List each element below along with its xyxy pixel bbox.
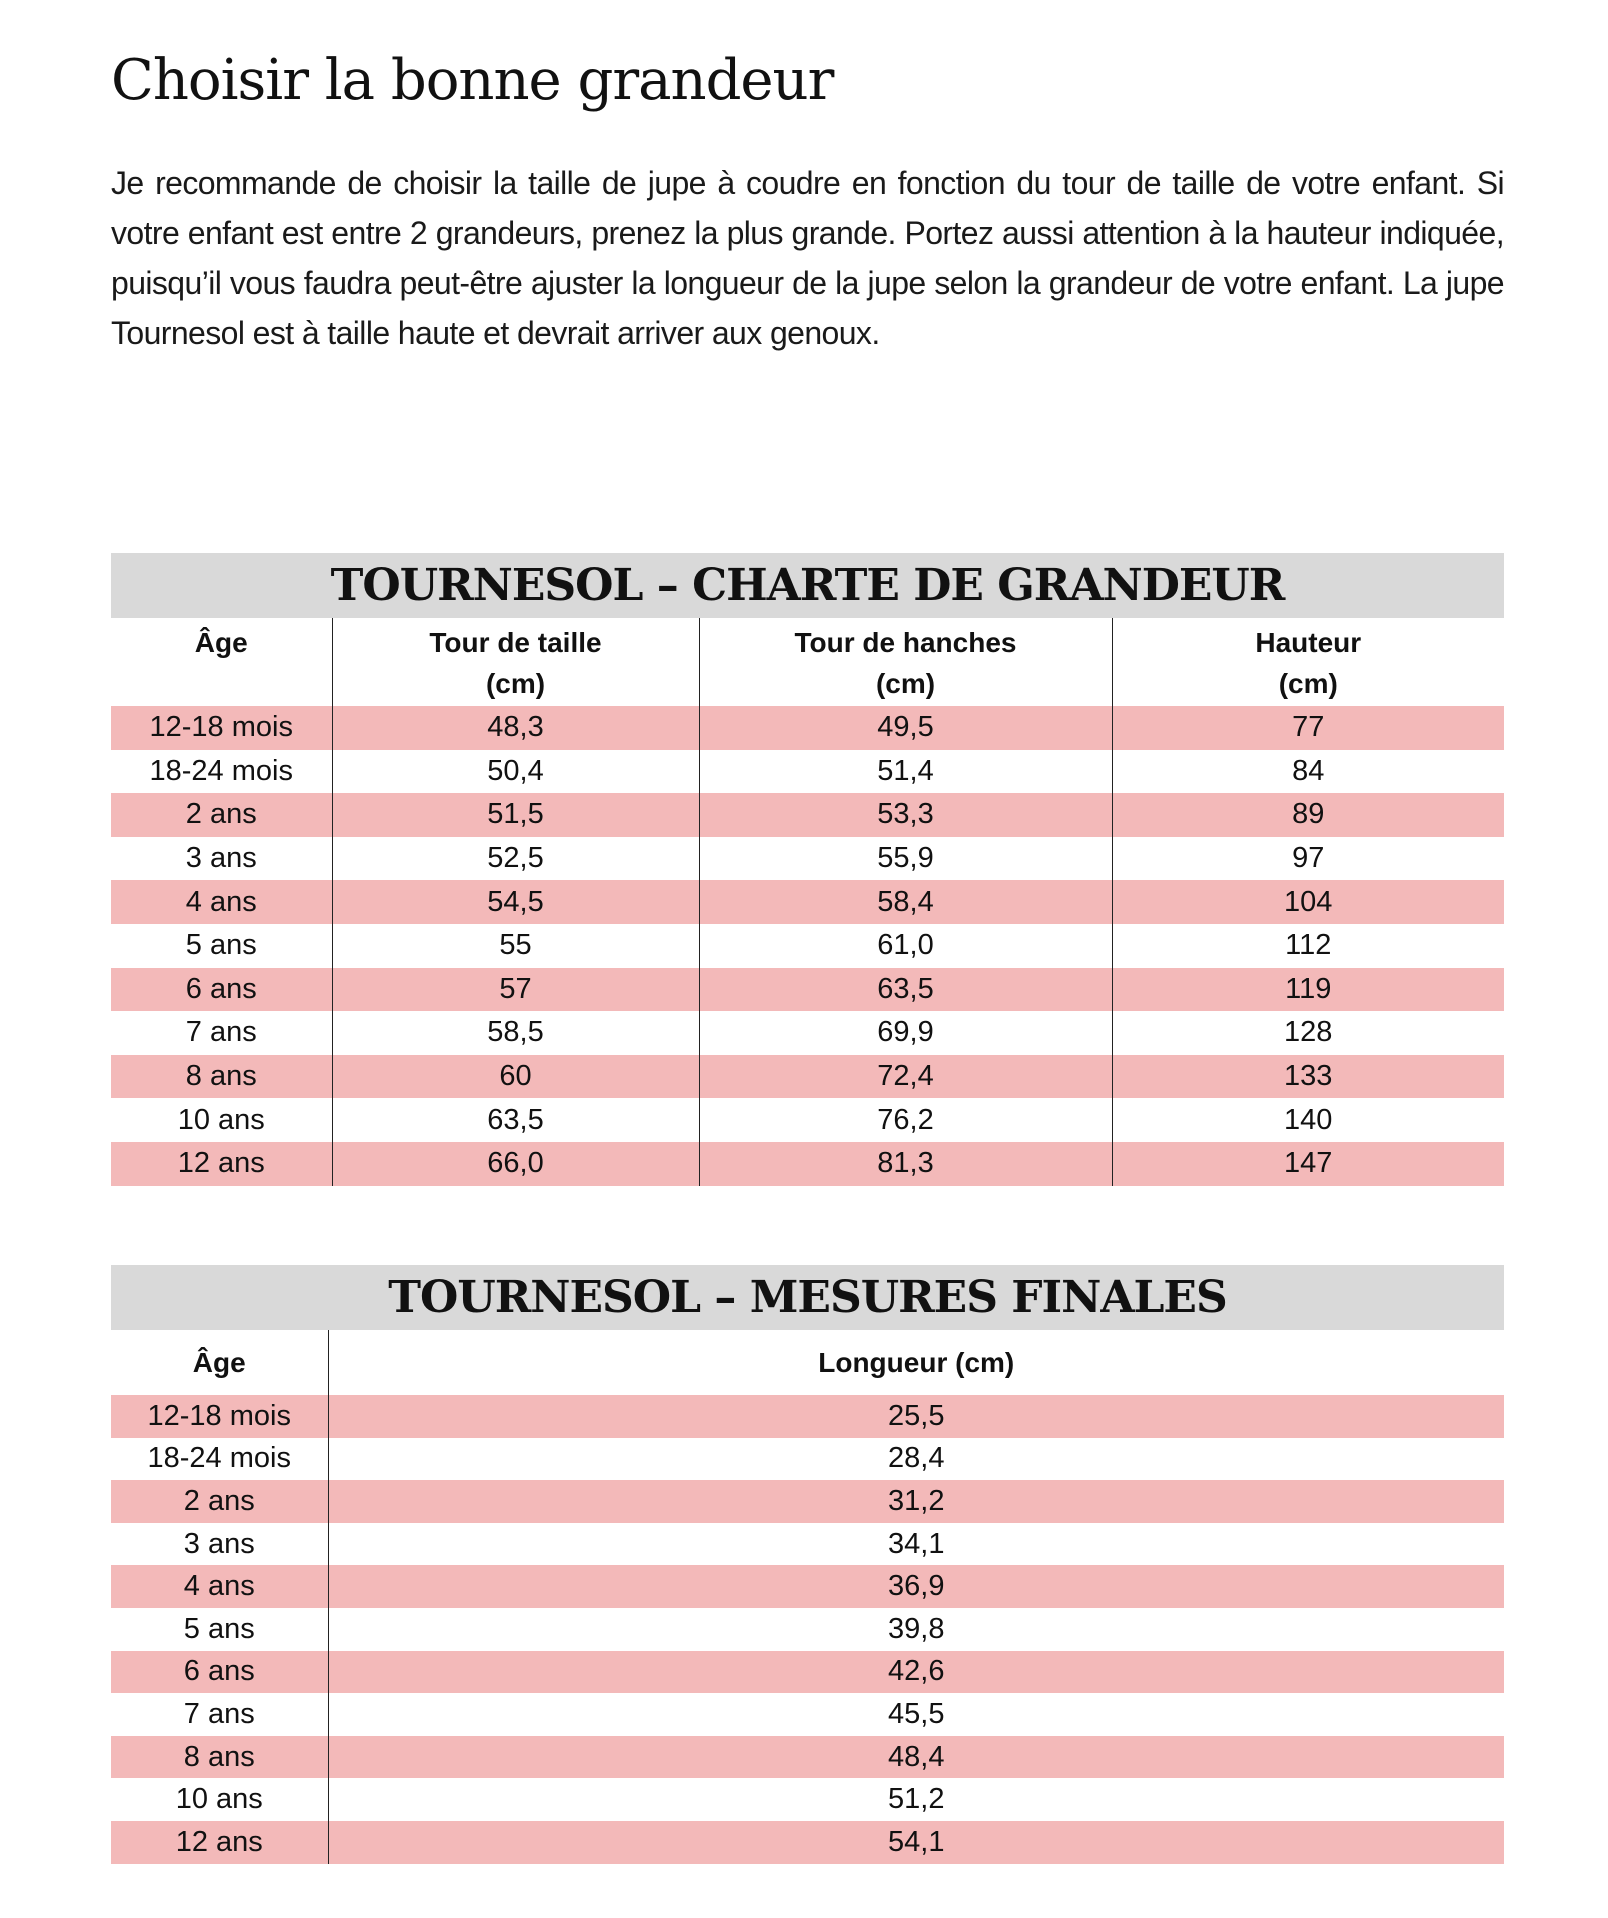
cell-age: 7 ans: [185, 1016, 257, 1049]
cell-hips: 72,4: [699, 1055, 1112, 1099]
size-chart-header-row: [111, 618, 1504, 706]
table-row: [111, 1821, 1504, 1864]
size-chart-title: TOURNESOL – CHARTE DE GRANDEUR: [111, 553, 1504, 618]
cell-waist: 58,5: [332, 1011, 699, 1055]
cell-height: 119: [1112, 968, 1504, 1012]
cell-length: 54,1: [328, 1821, 1504, 1864]
table-row: [111, 793, 1504, 837]
cell-height: 104: [1112, 880, 1504, 924]
cell-hips: 69,9: [699, 1011, 1112, 1055]
cell-length: 51,2: [328, 1778, 1504, 1821]
table-row: [111, 1011, 1504, 1055]
header-age: Âge: [192, 1347, 246, 1378]
cell-age: 12 ans: [111, 1821, 328, 1864]
cell-age: 5 ans: [185, 929, 257, 962]
table-row: [111, 1055, 1504, 1099]
header-hips: Tour de hanches (cm): [699, 618, 1112, 706]
cell-height: 140: [1112, 1098, 1504, 1142]
cell-height: 147: [1112, 1142, 1504, 1186]
cell-age: 4 ans: [111, 880, 332, 924]
cell-length: 25,5: [328, 1395, 1504, 1438]
cell-waist: 66,0: [332, 1142, 699, 1186]
cell-age: 7 ans: [183, 1697, 255, 1730]
cell-length: 28,4: [328, 1438, 1504, 1481]
size-chart-table: [111, 553, 1504, 1186]
cell-waist: 52,5: [332, 837, 699, 881]
cell-waist: 54,5: [332, 880, 699, 924]
final-measurements-header-row: [111, 1330, 1504, 1395]
cell-hips: 51,4: [699, 750, 1112, 794]
page-title: Choisir la bonne grandeur: [111, 48, 834, 113]
cell-hips: 58,4: [699, 880, 1112, 924]
table-row: [111, 837, 1504, 881]
cell-length: 34,1: [328, 1523, 1504, 1566]
cell-hips: 49,5: [699, 706, 1112, 750]
cell-hips: 81,3: [699, 1142, 1112, 1186]
cell-age: 18-24 mois: [147, 1442, 291, 1475]
cell-height: 89: [1112, 793, 1504, 837]
cell-age: 2 ans: [111, 1480, 328, 1523]
table-row: [111, 880, 1504, 924]
cell-age: 4 ans: [111, 1565, 328, 1608]
cell-age: 8 ans: [111, 1055, 332, 1099]
cell-hips: 63,5: [699, 968, 1112, 1012]
cell-waist: 60: [332, 1055, 699, 1099]
cell-age: 6 ans: [111, 968, 332, 1012]
final-measurements-table: [111, 1265, 1504, 1864]
table-row: [111, 1651, 1504, 1694]
cell-height: 97: [1112, 837, 1504, 881]
cell-age: 2 ans: [111, 793, 332, 837]
cell-length: 48,4: [328, 1736, 1504, 1779]
table-row: [111, 706, 1504, 750]
cell-length: 42,6: [328, 1651, 1504, 1694]
cell-age: 10 ans: [177, 1103, 265, 1136]
cell-age: 3 ans: [183, 1527, 255, 1560]
header-height: Hauteur (cm): [1112, 618, 1504, 706]
cell-age: 3 ans: [185, 842, 257, 875]
cell-waist: 55: [332, 924, 699, 968]
table-row: [111, 750, 1504, 794]
intro-paragraph: Je recommande de choisir la taille de jupe à coudre en fonction du tour de taille de votre enfant. Si votre enfant est entre 2 grandeurs, prenez la plus grande. Portez aussi attention à la hauteur indiquée, puisqu’il vous faudra peut-être ajuster la longueur de la jupe selon la grandeur de votre enfant. La jupe Tournesol est à taille haute et devrait arriver aux genoux.: [111, 165, 1504, 351]
cell-height: 128: [1112, 1011, 1504, 1055]
cell-length: 31,2: [328, 1480, 1504, 1523]
cell-hips: 61,0: [699, 924, 1112, 968]
table-row: [111, 1438, 1504, 1481]
table-row: [111, 1778, 1504, 1821]
cell-height: 133: [1112, 1055, 1504, 1099]
table-row: [111, 1565, 1504, 1608]
table-row: [111, 1523, 1504, 1566]
table-row: [111, 1736, 1504, 1779]
cell-length: 45,5: [328, 1693, 1504, 1736]
cell-height: 112: [1112, 924, 1504, 968]
cell-hips: 76,2: [699, 1098, 1112, 1142]
table-row: [111, 968, 1504, 1012]
cell-length: 39,8: [328, 1608, 1504, 1651]
cell-hips: 53,3: [699, 793, 1112, 837]
cell-hips: 55,9: [699, 837, 1112, 881]
cell-waist: 50,4: [332, 750, 699, 794]
cell-waist: 51,5: [332, 793, 699, 837]
cell-age: 10 ans: [175, 1783, 263, 1816]
cell-age: 12-18 mois: [111, 706, 332, 750]
cell-age: 6 ans: [111, 1651, 328, 1694]
cell-age: 5 ans: [183, 1612, 255, 1645]
cell-age: 18-24 mois: [149, 754, 293, 787]
cell-waist: 57: [332, 968, 699, 1012]
final-measurements-title: TOURNESOL – MESURES FINALES: [111, 1265, 1504, 1330]
table-row: [111, 1480, 1504, 1523]
table-row: [111, 1098, 1504, 1142]
table-row: [111, 1608, 1504, 1651]
cell-waist: 48,3: [332, 706, 699, 750]
header-age: Âge: [194, 627, 248, 658]
cell-age: 12-18 mois: [111, 1395, 328, 1438]
cell-waist: 63,5: [332, 1098, 699, 1142]
cell-height: 84: [1112, 750, 1504, 794]
table-row: [111, 1395, 1504, 1438]
table-row: [111, 924, 1504, 968]
header-length: Longueur (cm): [328, 1330, 1504, 1395]
table-row: [111, 1142, 1504, 1186]
cell-age: 8 ans: [111, 1736, 328, 1779]
cell-height: 77: [1112, 706, 1504, 750]
table-row: [111, 1693, 1504, 1736]
header-waist: Tour de taille (cm): [332, 618, 699, 706]
cell-length: 36,9: [328, 1565, 1504, 1608]
cell-age: 12 ans: [111, 1142, 332, 1186]
